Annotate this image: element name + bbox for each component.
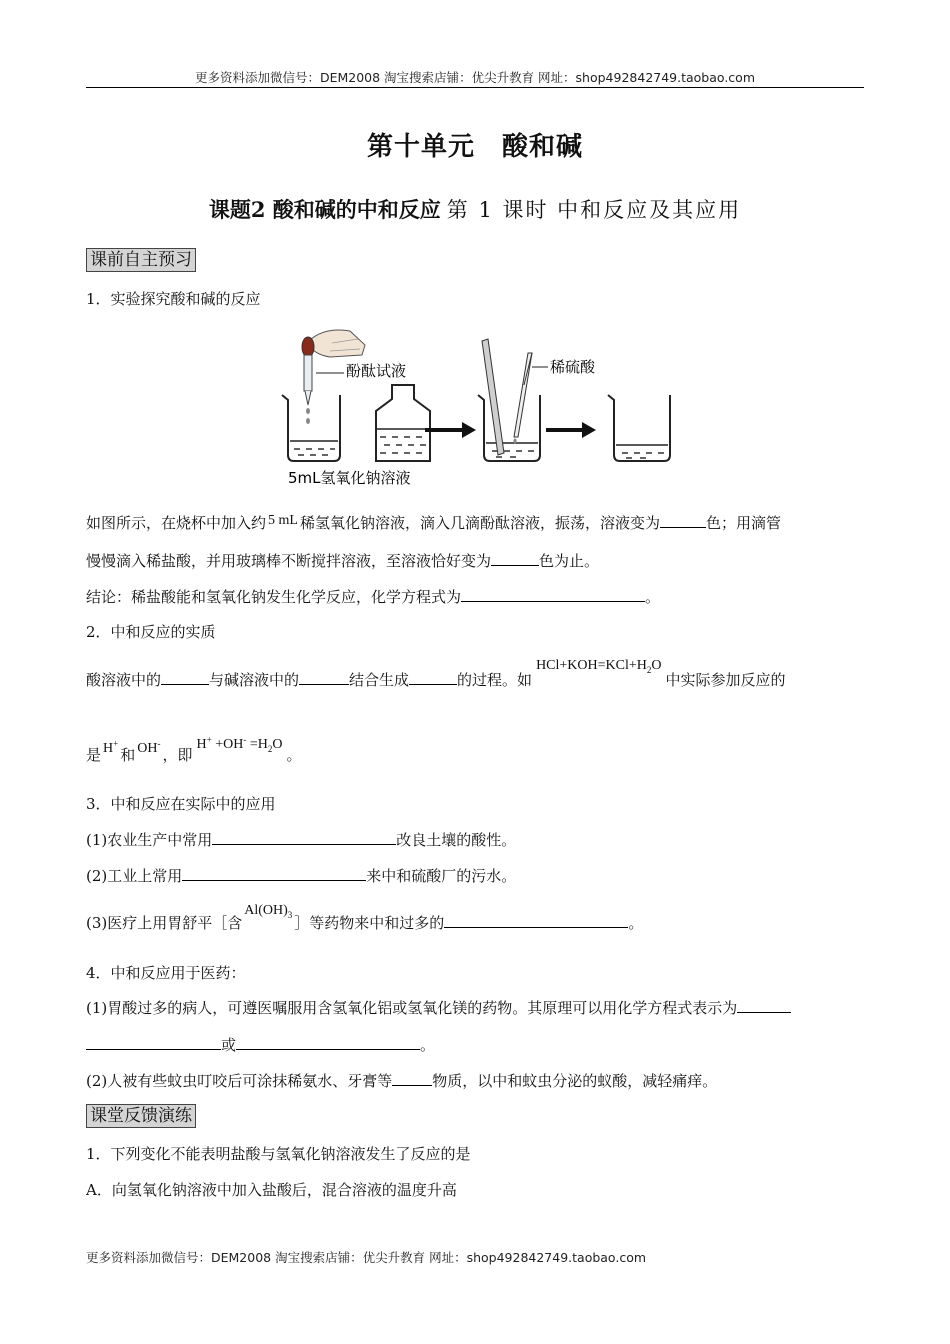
q3-heading: 3．中和反应在实际中的应用	[86, 795, 276, 813]
blank-equation-b[interactable]	[236, 1035, 420, 1050]
lesson-subtitle	[0, 194, 950, 224]
q3-item1: (1)农业生产中常用 改良土壤的酸性。	[86, 831, 517, 849]
q4-item2: (2)人被有些蚊虫叮咬后可涂抹稀氨水、牙膏等 物质，以中和蚊虫分泌的蚁酸，减轻痛痒。	[86, 1072, 718, 1090]
page-footer: 更多资料添加微信号：DEM2008 淘宝搜索店铺：优尖升教育 网址：shop492842749.taobao.com	[86, 1250, 647, 1265]
q4-item1-line1: (1)胃酸过多的病人，可遵医嘱服用含氢氧化铝或氢氧化镁的药物。其原理可以用化学方程式表示为	[86, 997, 791, 1018]
section-feedback: 课堂反馈演练	[86, 1104, 196, 1128]
blank-color-2[interactable]	[491, 551, 539, 566]
blank-base-ion[interactable]	[299, 670, 349, 685]
unit-title: 第十单元 酸和碱	[366, 132, 583, 162]
label-base: 5mL氢氧化钠溶液	[288, 469, 411, 487]
amount: 5 mL	[268, 513, 298, 528]
q1-heading: 1．实验探究酸和碱的反应	[86, 290, 261, 308]
header-divider	[86, 87, 864, 88]
ion-h: H+	[103, 738, 119, 756]
ion-oh: OH-	[137, 738, 161, 756]
beaker-mixing	[478, 339, 548, 461]
blank-industry[interactable]	[182, 866, 366, 881]
indicator-bottle	[316, 373, 430, 461]
q1-conclusion: 结论：稀盐酸能和氢氧化钠发生化学反应，化学方程式为 。	[86, 588, 661, 606]
beaker-result	[608, 395, 670, 461]
label-acid: 稀硫酸	[550, 358, 596, 376]
formula-aloh3: $Al(OH)_3$	[244, 903, 293, 920]
blank-color-1[interactable]	[660, 513, 706, 528]
experiment-figure	[270, 325, 690, 490]
page-header: 更多资料添加微信号：DEM2008 淘宝搜索店铺：优尖升教育 网址：shop492842749.taobao.com	[194, 70, 756, 85]
feedback-option-a[interactable]: A．向氢氧化钠溶液中加入盐酸后，混合溶液的温度升高	[86, 1181, 457, 1199]
q2-line1: 酸溶液中的 与碱溶液中的 结合生成 的过程。如$HCl+KOH=KCl+H_2O$中实际参加反应的	[86, 658, 786, 689]
q1-line1: 如图所示，在烧杯中加入约 5 mL 稀氢氧化钠溶液，滴入几滴酚酞溶液，振荡，溶液变为 色；用滴管	[86, 513, 781, 532]
q4-heading: 4．中和反应用于医药：	[86, 964, 246, 982]
q1-line2: 慢慢滴入稀盐酸，并用玻璃棒不断搅拌溶液，至溶液恰好变为 色为止。	[86, 552, 600, 570]
beaker-sodium-hydroxide	[282, 395, 340, 461]
blank-product[interactable]	[409, 670, 457, 685]
blank-equation[interactable]	[461, 587, 645, 602]
section-preview: 课前自主预习	[86, 248, 196, 272]
ionic-equation: $H^+ +OH^- =H_2O$	[196, 734, 283, 754]
q2-line2: 是 H+和 OH-，即$H^+ +OH^- =H_2O$。	[86, 734, 302, 764]
feedback-q1: 1．下列变化不能表明盐酸与氢氧化钠溶液发生了反应的是	[86, 1145, 471, 1163]
q3-item3: (3)医疗上用胃舒平［含$Al(OH)_3$ ］等药物来中和过多的 。	[86, 903, 644, 932]
q3-item2: (2)工业上常用 来中和硫酸厂的污水。	[86, 867, 517, 885]
blank-agriculture[interactable]	[212, 830, 396, 845]
label-indicator: 酚酞试液	[346, 362, 407, 380]
q2-heading: 2．中和反应的实质	[86, 623, 216, 641]
q4-item1-line2: 或 。	[86, 1034, 435, 1055]
lesson-title: 第 1 课时 中和反应及其应用	[446, 198, 742, 222]
blank-equation-a[interactable]	[86, 1035, 221, 1050]
blank-equation-a-start[interactable]	[737, 998, 791, 1013]
blank-acid-ion[interactable]	[161, 670, 209, 685]
arrow-icon	[546, 422, 596, 438]
blank-substance[interactable]	[392, 1071, 432, 1086]
equation-hcl-koh: $HCl+KOH=KCl+H_2O$	[536, 658, 662, 675]
blank-medicine[interactable]	[444, 913, 628, 928]
topic-title: 课题2 酸和碱的中和反应	[208, 197, 441, 222]
arrow-icon	[425, 422, 476, 438]
